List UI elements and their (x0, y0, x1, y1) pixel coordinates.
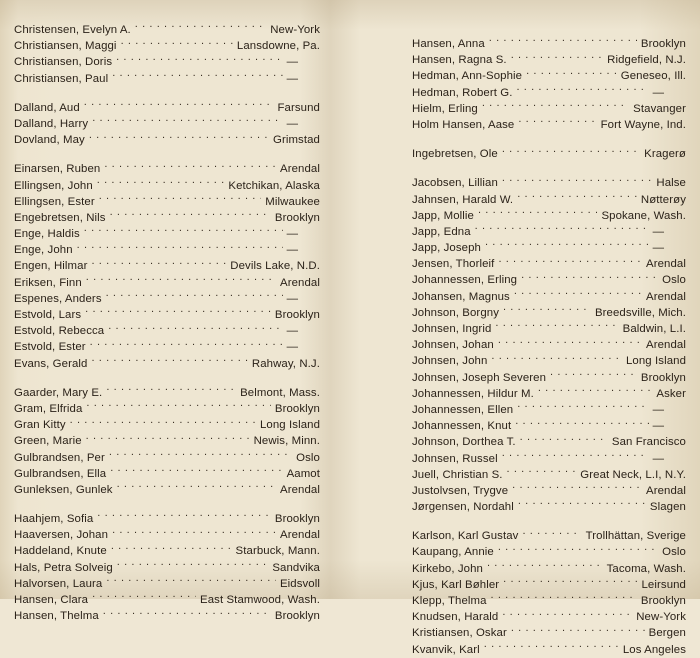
entry-place: Bergen (648, 627, 686, 640)
directory-entry (14, 576, 320, 592)
entry-name: Justolvsen, Trygve (412, 484, 509, 497)
entry-name: Gram, Elfrida (14, 402, 83, 415)
dot-leader (522, 528, 581, 539)
entry-name: Johansen, Magnus (412, 290, 510, 303)
entry-name: Johnson, Dorthea T. (412, 436, 516, 449)
entry-place: Arendal (646, 258, 686, 271)
entry-name: Christiansen, Paul (14, 72, 109, 85)
entry-name: Johnsen, Joseph Severen (412, 371, 547, 384)
entry-name: Evans, Gerald (14, 357, 88, 370)
entry-place: Brooklyn (274, 211, 320, 224)
dot-leader (502, 175, 652, 186)
entry-place: Brooklyn (274, 610, 320, 623)
dot-leader (103, 608, 271, 619)
entry-place: Arendal (280, 483, 320, 496)
dot-leader (478, 208, 597, 219)
directory-entry (412, 642, 686, 658)
dot-leader (503, 305, 591, 316)
entry-name: Kjus, Karl Bøhler (412, 578, 500, 591)
entry-name: Japp, Joseph (412, 242, 481, 255)
entry-place: Baldwin, L.I. (622, 323, 686, 335)
directory-entry (14, 307, 320, 323)
directory-entry (14, 178, 320, 194)
dot-leader (498, 544, 658, 555)
entry-place: Newis, Minn. (253, 435, 320, 448)
entry-place: Starbuck, Mann. (235, 545, 320, 558)
entry-place-blank: — (286, 292, 298, 305)
entry-name: Estvold, Ester (14, 341, 86, 354)
dot-leader (511, 625, 645, 636)
entry-name: Halvorsen, Laura (14, 577, 103, 590)
entry-name: Japp, Mollie (412, 209, 474, 222)
entry-place: Belmont, Mass. (240, 386, 320, 399)
directory-entry (412, 625, 686, 641)
entry-name: Espenes, Anders (14, 292, 102, 305)
entry-group (14, 22, 320, 87)
entry-place: Geneseo, Ill. (620, 70, 686, 83)
entry-name: Estvold, Lars (14, 309, 82, 321)
entry-name: Haahjem, Sofia (14, 513, 94, 526)
entry-name: Jensen, Thorleif (412, 258, 495, 271)
dot-leader (489, 36, 637, 47)
entry-name: Hedman, Robert G. (412, 86, 513, 99)
dot-leader (106, 385, 236, 396)
entry-place: Arendal (280, 276, 320, 289)
entry-place: Stavanger (633, 102, 686, 115)
entry-name: Dovland, May (14, 134, 85, 147)
dot-leader (498, 256, 642, 267)
entry-place: Arendal (646, 290, 686, 303)
entry-name: Ellingsen, Ester (14, 195, 95, 208)
entry-name: Karlson, Karl Gustav (412, 530, 519, 543)
entry-place-blank: — (652, 420, 664, 433)
directory-entry (14, 291, 320, 307)
entry-name: Johnsen, John (412, 355, 488, 368)
directory-entry (412, 609, 686, 625)
dot-leader (526, 68, 617, 79)
dot-leader (518, 499, 646, 510)
dot-leader (515, 418, 648, 429)
dot-leader (502, 146, 640, 157)
entry-place: Arendal (646, 484, 686, 497)
entry-name: Jacobsen, Lillian (412, 177, 498, 190)
entry-name: Hansen, Thelma (14, 610, 99, 623)
entry-name: Engebretsen, Nils (14, 211, 106, 224)
directory-entry (14, 116, 320, 132)
entry-place: Brooklyn (640, 371, 686, 384)
directory-entry (14, 511, 320, 527)
entry-place: Eidsvoll (279, 577, 320, 590)
directory-entry (412, 499, 686, 515)
entry-name: Christensen, Evelyn A. (14, 24, 131, 36)
entry-place: Asker (656, 387, 686, 400)
dot-leader (110, 210, 271, 221)
entry-place: Brooklyn (274, 402, 320, 415)
dot-leader (482, 101, 629, 112)
dot-leader (111, 543, 232, 554)
directory-entry (14, 54, 320, 70)
directory-entry (14, 226, 320, 242)
entry-name: Christiansen, Maggi (14, 40, 117, 53)
entry-name: Johnsen, Ingrid (412, 323, 492, 335)
entry-place: Halse (656, 177, 686, 190)
entry-place-blank: — (652, 86, 664, 99)
directory-entry (14, 161, 320, 177)
entry-place-blank: — (286, 228, 298, 241)
directory-entry (14, 592, 320, 608)
directory-entry (14, 417, 320, 433)
entry-place: Lansdowne, Pa. (236, 40, 320, 53)
dot-leader (502, 609, 632, 620)
directory-entry (412, 434, 686, 450)
entry-place-blank: — (286, 325, 298, 338)
entry-name: Kirkebo, John (412, 562, 483, 575)
entry-place: Aamot (286, 467, 320, 480)
entry-place: Kragerø (644, 148, 686, 161)
dot-leader (89, 132, 269, 143)
directory-entry (412, 85, 686, 101)
dot-leader (97, 511, 271, 522)
entry-name: Hielm, Erling (412, 102, 478, 115)
entry-place-blank: — (286, 117, 298, 130)
directory-entry (14, 433, 320, 449)
dot-leader (517, 192, 637, 203)
directory-entry (14, 323, 320, 339)
directory-entry (14, 482, 320, 498)
entry-name: Gulbrandsen, Per (14, 451, 105, 464)
directory-entry (412, 146, 686, 162)
entry-name: Klepp, Thelma (412, 595, 487, 607)
directory-entry (412, 483, 686, 499)
directory-entry (14, 608, 320, 624)
directory-entry (14, 466, 320, 482)
entry-name: Estvold, Rebecca (14, 325, 105, 338)
directory-entry (14, 527, 320, 543)
directory-entry (14, 100, 320, 116)
entry-place-blank: — (652, 242, 664, 255)
directory-entry (412, 68, 686, 84)
dot-leader (85, 307, 271, 318)
entry-name: Gran Kitty (14, 419, 66, 432)
entry-place: Brooklyn (640, 595, 686, 607)
entry-place: San Francisco (611, 436, 686, 449)
entry-name: Green, Marie (14, 435, 82, 448)
dot-leader (77, 242, 283, 253)
entry-name: Juell, Christian S. (412, 468, 503, 481)
dot-leader (86, 275, 276, 286)
entry-group (412, 175, 686, 515)
directory-entry (14, 275, 320, 291)
dot-leader (512, 483, 642, 494)
entry-place: Oslo (662, 546, 686, 559)
dot-leader (112, 527, 276, 538)
entry-name: Jørgensen, Nordahl (412, 501, 514, 514)
entry-place: Long Island (626, 355, 686, 368)
entry-place-blank: — (286, 56, 298, 69)
entry-group (14, 100, 320, 149)
entry-name: Hansen, Anna (412, 38, 485, 50)
entry-name: Kristiansen, Oskar (412, 627, 507, 640)
directory-entry (412, 451, 686, 467)
dot-leader (521, 272, 658, 283)
directory-entry (412, 305, 686, 321)
entry-place: Fort Wayne, Ind. (600, 118, 686, 131)
directory-entry (412, 418, 686, 434)
directory-entry (412, 36, 686, 52)
directory-entry (412, 370, 686, 386)
dot-leader (502, 451, 649, 462)
entry-name: Eriksen, Finn (14, 276, 82, 289)
entry-place: Brooklyn (274, 309, 320, 321)
entry-place: New-York (636, 611, 686, 624)
entry-place: Ketchikan, Alaska (228, 179, 320, 192)
entry-place: Long Island (260, 419, 320, 432)
entry-group (412, 146, 686, 162)
dot-leader (116, 54, 282, 65)
dot-leader (550, 370, 637, 381)
entry-place: Los Angeles (622, 643, 686, 656)
dot-leader (484, 642, 619, 653)
entry-place: East Stamwood, Wash. (200, 594, 320, 606)
entry-name: Johannessen, Hildur M. (412, 387, 534, 400)
entry-name: Dalland, Harry (14, 117, 89, 130)
directory-entry (14, 385, 320, 401)
dot-leader (503, 577, 637, 588)
entry-name: Gulbrandsen, Ella (14, 467, 107, 480)
dot-leader (99, 194, 262, 205)
dot-leader (117, 482, 276, 493)
dot-leader (485, 240, 649, 251)
directory-entry (412, 256, 686, 272)
directory-entry (412, 561, 686, 577)
entry-place: Sandvika (272, 561, 320, 574)
entry-name: Kvanvik, Karl (412, 643, 480, 656)
dot-leader (135, 22, 266, 33)
entry-name: Enge, Haldis (14, 228, 80, 241)
dot-leader (91, 356, 247, 367)
directory-entry (412, 544, 686, 560)
dot-leader (498, 337, 642, 348)
entry-place-blank: — (286, 72, 298, 85)
dot-leader (121, 38, 233, 49)
directory-entry (412, 402, 686, 418)
directory-entry (412, 272, 686, 288)
entry-name: Knudsen, Harald (412, 611, 499, 624)
dot-leader (117, 560, 269, 571)
entry-place: Spokane, Wash. (601, 209, 686, 222)
dot-leader (104, 161, 276, 172)
entry-name: Gunleksen, Gunlek (14, 483, 113, 496)
entry-place-blank: — (652, 452, 664, 465)
dot-leader (495, 321, 618, 332)
entry-name: Johannessen, Erling (412, 274, 518, 287)
dot-leader (110, 466, 282, 477)
entry-group (14, 511, 320, 624)
entry-name: Hansen, Ragna S. (412, 54, 507, 67)
directory-entry (14, 22, 320, 38)
directory-entry (14, 132, 320, 148)
directory-entry (412, 208, 686, 224)
directory-entry (412, 52, 686, 68)
entry-name: Japp, Edna (412, 225, 471, 238)
directory-entry (412, 337, 686, 353)
directory-entry (412, 289, 686, 305)
entry-group (14, 385, 320, 498)
entry-place-blank: — (652, 225, 664, 238)
dot-leader (92, 116, 282, 127)
entry-place: Slagen (649, 501, 686, 514)
directory-entry (412, 467, 686, 483)
dot-leader (109, 450, 292, 461)
entry-name: Hedman, Ann-Sophie (412, 70, 523, 83)
entry-place-blank: — (286, 341, 298, 354)
dot-leader (90, 339, 283, 350)
dot-leader (518, 117, 596, 128)
dot-leader (91, 258, 226, 269)
entry-place: Oslo (296, 451, 320, 464)
entry-name: Einarsen, Ruben (14, 163, 101, 176)
entry-name: Jahnsen, Harald W. (412, 193, 514, 206)
entry-group (412, 36, 686, 133)
entry-place-blank: — (652, 403, 664, 416)
column-right (330, 0, 700, 656)
dot-leader (92, 592, 196, 603)
directory-entry (14, 71, 320, 87)
entry-place: Ridgefield, N.J. (607, 54, 686, 67)
dot-leader (511, 52, 603, 63)
dot-leader (112, 71, 282, 82)
directory-entry (14, 339, 320, 355)
directory-entry (14, 38, 320, 54)
entry-name: Kaupang, Annie (412, 546, 494, 559)
entry-name: Haddeland, Knute (14, 545, 107, 558)
directory-entry (14, 450, 320, 466)
directory-entry (412, 353, 686, 369)
entry-place: Arendal (280, 163, 320, 176)
entry-name: Haaversen, Johan (14, 529, 109, 542)
directory-entry (412, 528, 686, 544)
entry-name: Johnsen, Johan (412, 339, 494, 352)
directory-entry (14, 242, 320, 258)
directory-entry (14, 194, 320, 210)
directory-entry (412, 101, 686, 117)
entry-place: Arendal (646, 339, 686, 352)
dot-leader (86, 433, 250, 444)
entry-place: Trollhättan, Sverige (585, 530, 686, 543)
entry-name: Johannessen, Ellen (412, 403, 514, 416)
directory-entry (412, 240, 686, 256)
directory-entry (412, 175, 686, 191)
dot-leader (70, 417, 256, 428)
dot-leader (487, 561, 603, 572)
entry-place: Grimstad (272, 134, 320, 147)
directory-entry (412, 577, 686, 593)
dot-leader (520, 434, 608, 445)
dot-leader (507, 467, 577, 478)
entry-name: Holm Hansen, Aase (412, 118, 515, 131)
dot-leader (517, 402, 648, 413)
directory-entry (14, 258, 320, 274)
entry-place: New-York (270, 24, 320, 36)
dot-leader (538, 386, 653, 397)
entry-place: Brooklyn (640, 38, 686, 50)
dot-leader (491, 353, 622, 364)
entry-place: Rahway, N.J. (251, 357, 320, 370)
dot-leader (106, 576, 276, 587)
entry-place: Oslo (662, 274, 686, 287)
entry-place: Brooklyn (274, 513, 320, 526)
directory-entry (412, 117, 686, 133)
entry-place: Leirsund (641, 578, 686, 591)
directory-entry (14, 356, 320, 372)
directory-entry (412, 386, 686, 402)
entry-name: Dalland, Aud (14, 101, 80, 114)
directory-entry (14, 401, 320, 417)
entry-name: Engen, Hilmar (14, 260, 88, 273)
dot-leader (108, 323, 282, 334)
directory-entry (412, 321, 686, 337)
entry-place: Great Neck, L.I, N.Y. (580, 468, 686, 481)
entry-group (412, 528, 686, 658)
entry-name: Johnson, Borgny (412, 306, 499, 319)
dot-leader (84, 100, 274, 111)
entry-place: Arendal (280, 529, 320, 542)
dot-leader (475, 224, 649, 235)
dot-leader (84, 226, 283, 237)
column-left (0, 0, 330, 623)
entry-place: Nøtterøy (640, 193, 686, 206)
entry-name: Hansen, Clara (14, 594, 89, 606)
entry-name: Ellingsen, John (14, 179, 93, 192)
dot-leader (86, 401, 270, 412)
entry-place: Farsund (277, 101, 320, 114)
directory-entry (412, 224, 686, 240)
directory-entry (14, 543, 320, 559)
dot-leader (97, 178, 225, 189)
entry-place: Breedsville, Mich. (594, 306, 686, 319)
directory-entry (14, 210, 320, 226)
directory-entry (412, 192, 686, 208)
entry-place-blank: — (286, 244, 298, 257)
entry-name: Hals, Petra Solveig (14, 561, 113, 574)
entry-place: Tacoma, Wash. (606, 562, 686, 575)
directory-entry (14, 560, 320, 576)
directory-entry (412, 593, 686, 609)
entry-name: Johnsen, Russel (412, 452, 498, 465)
entry-name: Gaarder, Mary E. (14, 386, 103, 399)
entry-name: Johannessen, Knut (412, 420, 512, 433)
entry-name: Ingebretsen, Ole (412, 148, 498, 161)
dot-leader (106, 291, 283, 302)
entry-name: Christiansen, Doris (14, 56, 113, 69)
entry-place: Devils Lake, N.D. (230, 260, 320, 273)
entry-name: Enge, John (14, 244, 73, 257)
entry-group (14, 161, 320, 371)
dot-leader (514, 289, 642, 300)
dot-leader (516, 85, 648, 96)
entry-place: Milwaukee (265, 195, 320, 208)
